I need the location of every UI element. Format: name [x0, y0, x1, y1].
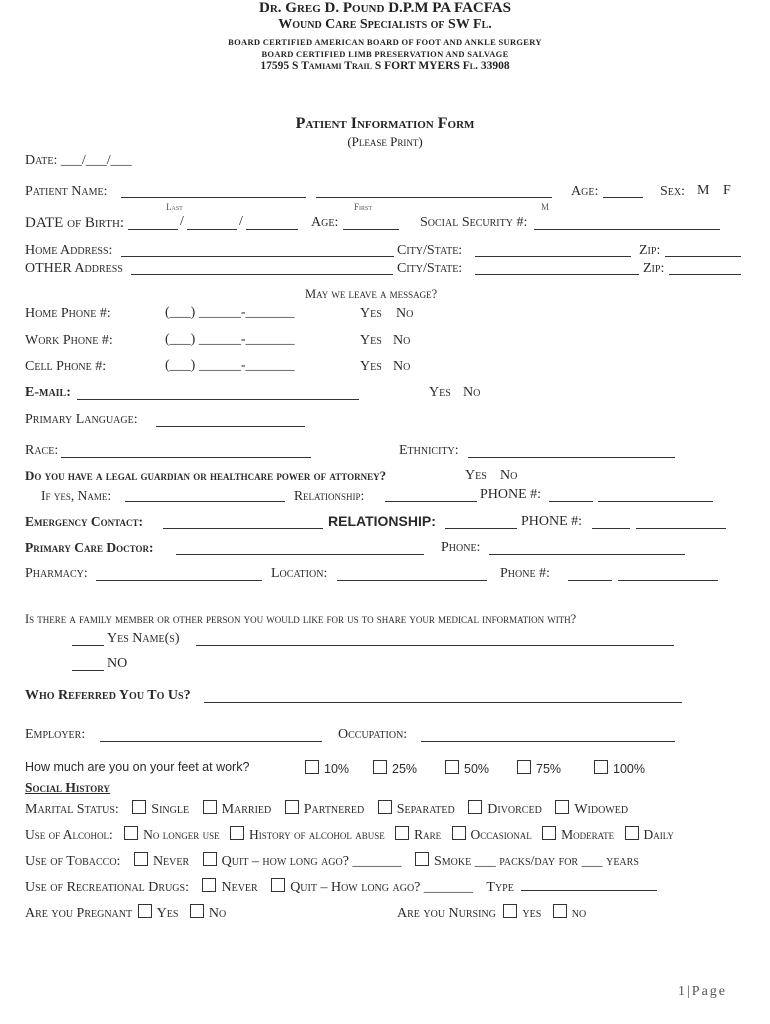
email-label: E-mail: — [25, 385, 71, 400]
page-number: 1|Page — [678, 984, 728, 999]
guardian-name-field[interactable] — [125, 490, 285, 502]
if-yes-name-label: If yes, Name: — [41, 488, 112, 503]
checkbox-icon[interactable] — [378, 800, 392, 814]
may-leave-message-label: May we leave a message? — [305, 287, 438, 301]
date-row — [25, 153, 132, 169]
home-address-field[interactable] — [121, 245, 394, 257]
primary-language-label: Primary Language: — [25, 412, 138, 427]
date-label: Date: — [25, 153, 58, 168]
alcohol-rare[interactable]: Rare — [395, 826, 441, 843]
alcohol-daily[interactable]: Daily — [625, 826, 674, 843]
nursing-row — [397, 904, 596, 922]
occupation-field[interactable] — [421, 730, 675, 742]
share-no-label: NO — [107, 656, 128, 671]
pregnant-no[interactable]: No — [190, 904, 226, 922]
referred-field[interactable] — [204, 691, 682, 703]
checkbox-icon[interactable] — [625, 826, 639, 840]
nursing-no[interactable]: no — [553, 904, 586, 922]
nursing-label: Are you Nursing — [397, 906, 496, 921]
referred-label: Who Referred You To Us? — [25, 688, 191, 703]
sex-f-option[interactable]: F — [723, 183, 731, 198]
pregnant-label: Are you Pregnant — [25, 906, 133, 921]
emergency-phone-number[interactable] — [636, 517, 726, 529]
checkbox-icon[interactable] — [230, 826, 244, 840]
home-phone-label: Home Phone #: — [25, 306, 111, 321]
first-caption: First — [354, 202, 373, 212]
tobacco-never[interactable]: Never — [134, 852, 189, 870]
checkbox-icon[interactable] — [452, 826, 466, 840]
marital-status-row — [25, 800, 638, 818]
pharmacy-label: Pharmacy: — [25, 566, 88, 581]
city-state2-label: City/State: — [397, 261, 463, 276]
guardian-phone-label: PHONE #: — [480, 487, 542, 502]
guardian-relationship-field[interactable] — [385, 490, 477, 502]
other-address-field[interactable] — [131, 263, 393, 275]
alcohol-occasional[interactable]: Occasional — [452, 826, 532, 843]
checkbox-icon[interactable] — [271, 878, 285, 892]
age2-label: Age: — [311, 215, 339, 230]
drugs-never[interactable]: Never — [202, 878, 257, 896]
checkbox-icon[interactable] — [468, 800, 482, 814]
checkbox-icon[interactable] — [202, 878, 216, 892]
marital-widowed[interactable]: Widowed — [555, 800, 628, 818]
patient-name-label: Patient Name: — [25, 184, 108, 199]
pharmacy-location-field[interactable] — [337, 569, 487, 581]
email-field[interactable] — [77, 388, 359, 400]
cell-phone-no[interactable]: No — [393, 359, 411, 374]
guardian-phone-area[interactable] — [549, 490, 593, 502]
share-info-question: Is there a family member or other person you would like for us to share your medical information with? — [25, 612, 577, 626]
zip-field[interactable] — [665, 245, 741, 257]
middle-caption: M — [541, 202, 550, 212]
emergency-contact-field[interactable] — [163, 517, 323, 529]
pharmacy-phone-area[interactable] — [568, 569, 612, 581]
marital-partnered[interactable]: Partnered — [285, 800, 365, 818]
email-yes[interactable]: Yes — [429, 385, 451, 400]
form-title: Patient Information Form — [295, 115, 475, 132]
feet-option-100[interactable]: 100% — [594, 760, 645, 776]
checkbox-icon[interactable] — [138, 904, 152, 918]
dob-slash-2: / — [239, 214, 243, 229]
ssn-label: Social Security #: — [420, 215, 528, 230]
checkbox-icon[interactable] — [555, 800, 569, 814]
practice-address: 17595 S Tamiami Trail S FORT MYERS Fl. 33908 — [260, 60, 510, 72]
checkbox-icon[interactable] — [134, 852, 148, 866]
cell-phone-field[interactable]: (___) ______-_______ — [165, 358, 295, 373]
drugs-quit[interactable]: Quit – How long ago? _______ — [271, 878, 473, 896]
work-phone-yes[interactable]: Yes — [360, 333, 382, 348]
employer-label: Employer: — [25, 727, 86, 742]
first-middle-name-field[interactable] — [316, 186, 552, 198]
sex-label: Sex: — [660, 184, 686, 199]
checkbox-icon[interactable] — [594, 760, 608, 774]
checkbox-icon[interactable] — [124, 826, 138, 840]
share-yes-blank[interactable] — [72, 634, 104, 646]
drugs-row — [25, 878, 667, 896]
ssn-field[interactable] — [534, 218, 720, 230]
city-state-field[interactable] — [475, 245, 631, 257]
pcp-phone-label: Phone: — [441, 540, 481, 555]
certification-2: BOARD CERTIFIED LIMB PRESERVATION AND SALVAGE — [261, 49, 509, 59]
cell-phone-yes[interactable]: Yes — [360, 359, 382, 374]
work-phone-label: Work Phone #: — [25, 333, 113, 348]
checkbox-icon[interactable] — [503, 904, 517, 918]
cell-phone-label: Cell Phone #: — [25, 359, 107, 374]
other-address-label: OTHER Address — [25, 261, 123, 276]
city-state-label: City/State: — [397, 243, 463, 258]
emergency-relationship-label: RELATIONSHIP: — [328, 513, 436, 529]
practice-name: Wound Care Specialists of SW Fl. — [278, 17, 492, 32]
certification-1: BOARD CERTIFIED AMERICAN BOARD OF FOOT AND ANKLE SURGERY — [228, 37, 542, 47]
work-phone-field[interactable]: (___) ______-_______ — [165, 332, 295, 347]
marital-status-label: Marital Status: — [25, 802, 119, 817]
zip2-label: Zip: — [643, 261, 665, 276]
emergency-phone-label: PHONE #: — [521, 514, 583, 529]
last-caption: Last — [166, 202, 183, 212]
dob-day-field[interactable] — [187, 218, 237, 230]
social-history-heading: Social History — [25, 780, 110, 795]
share-yes-names-label: Yes Name(s) — [107, 631, 180, 646]
checkbox-icon[interactable] — [305, 760, 319, 774]
checkbox-icon[interactable] — [517, 760, 531, 774]
share-no-blank[interactable] — [72, 659, 104, 671]
dob-slash-1: / — [180, 214, 184, 229]
checkbox-icon[interactable] — [203, 800, 217, 814]
work-phone-no[interactable]: No — [393, 333, 411, 348]
pharmacy-phone-label: Phone #: — [500, 566, 550, 581]
nursing-yes[interactable]: yes — [503, 904, 541, 922]
alcohol-label: Use of Alcohol: — [25, 827, 113, 842]
age-label: Age: — [571, 184, 599, 199]
emergency-contact-label: Emergency Contact: — [25, 514, 143, 529]
marital-single[interactable]: Single — [132, 800, 189, 818]
age2-field[interactable] — [343, 218, 399, 230]
checkbox-icon[interactable] — [285, 800, 299, 814]
tobacco-smoke[interactable]: Smoke ___ packs/day for ___ years — [415, 852, 639, 870]
primary-language-field[interactable] — [156, 415, 305, 427]
feet-option-50[interactable]: 50% — [445, 760, 489, 776]
home-address-label: Home Address: — [25, 243, 113, 258]
alcohol-history-abuse[interactable]: History of alcohol abuse — [230, 826, 385, 843]
feet-option-25[interactable]: 25% — [373, 760, 417, 776]
age-field[interactable] — [603, 186, 643, 198]
marital-separated[interactable]: Separated — [378, 800, 455, 818]
checkbox-icon[interactable] — [190, 904, 204, 918]
pcp-field[interactable] — [176, 543, 424, 555]
drugs-label: Use of Recreational Drugs: — [25, 880, 189, 895]
date-slashes[interactable]: ___/___/___ — [60, 153, 132, 168]
email-no[interactable]: No — [463, 385, 481, 400]
alcohol-no-longer[interactable]: No longer use — [124, 826, 220, 843]
home-phone-field[interactable]: (___) ______-_______ — [165, 305, 295, 320]
marital-married[interactable]: Married — [203, 800, 272, 818]
employer-field[interactable] — [100, 730, 322, 742]
checkbox-icon[interactable] — [203, 852, 217, 866]
pcp-phone-field[interactable] — [489, 543, 685, 555]
checkbox-icon[interactable] — [415, 852, 429, 866]
guardian-relationship-label: Relationship: — [294, 488, 365, 503]
city-state2-field[interactable] — [475, 263, 639, 275]
drugs-type-field[interactable] — [521, 879, 657, 891]
tobacco-quit[interactable]: Quit – how long ago? _______ — [203, 852, 402, 870]
dob-year-field[interactable] — [246, 218, 298, 230]
race-field[interactable] — [61, 446, 311, 458]
pregnant-row — [25, 904, 236, 922]
tobacco-row — [25, 852, 649, 870]
pharmacy-field[interactable] — [96, 569, 262, 581]
alcohol-moderate[interactable]: Moderate — [542, 826, 614, 843]
form-subtitle: (Please Print) — [347, 134, 423, 149]
pregnant-yes[interactable]: Yes — [138, 904, 179, 922]
dob-label: DATE of Birth: — [25, 215, 125, 231]
pharmacy-location-label: Location: — [271, 566, 328, 581]
marital-divorced[interactable]: Divorced — [468, 800, 542, 818]
share-names-field[interactable] — [196, 634, 674, 646]
guardian-phone-number[interactable] — [598, 490, 713, 502]
tobacco-label: Use of Tobacco: — [25, 854, 121, 869]
checkbox-icon[interactable] — [395, 826, 409, 840]
drugs-type-label: Type — [486, 880, 514, 895]
last-name-field[interactable] — [121, 186, 306, 198]
ethnicity-field[interactable] — [468, 446, 675, 458]
home-phone-yes[interactable]: Yes — [360, 306, 382, 321]
feet-option-75[interactable]: 75% — [517, 760, 561, 776]
sex-m-option[interactable]: M — [697, 183, 710, 198]
emergency-phone-area[interactable] — [592, 517, 630, 529]
occupation-label: Occupation: — [338, 727, 408, 742]
doctor-name: Dr. Greg D. Pound D.P.M PA FACFAS — [259, 0, 511, 16]
ethnicity-label: Ethnicity: — [399, 443, 459, 458]
zip-label: Zip: — [639, 243, 661, 258]
zip2-field[interactable] — [669, 263, 741, 275]
race-label: Race: — [25, 443, 59, 458]
pharmacy-phone-number[interactable] — [618, 569, 718, 581]
guardian-yes[interactable]: Yes — [465, 468, 487, 483]
home-phone-no[interactable]: No — [396, 306, 414, 321]
pcp-label: Primary Care Doctor: — [25, 540, 154, 555]
feet-question-label: How much are you on your feet at work? — [25, 760, 250, 774]
dob-month-field[interactable] — [128, 218, 178, 230]
alcohol-row — [25, 826, 674, 843]
checkbox-icon[interactable] — [553, 904, 567, 918]
checkbox-icon[interactable] — [542, 826, 556, 840]
checkbox-icon[interactable] — [445, 760, 459, 774]
guardian-no[interactable]: No — [500, 468, 518, 483]
emergency-relationship-field[interactable] — [445, 517, 517, 529]
checkbox-icon[interactable] — [132, 800, 146, 814]
guardian-question: Do you have a legal guardian or healthcare power of attorney? — [25, 468, 387, 483]
checkbox-icon[interactable] — [373, 760, 387, 774]
feet-option-10[interactable]: 10% — [305, 760, 349, 776]
